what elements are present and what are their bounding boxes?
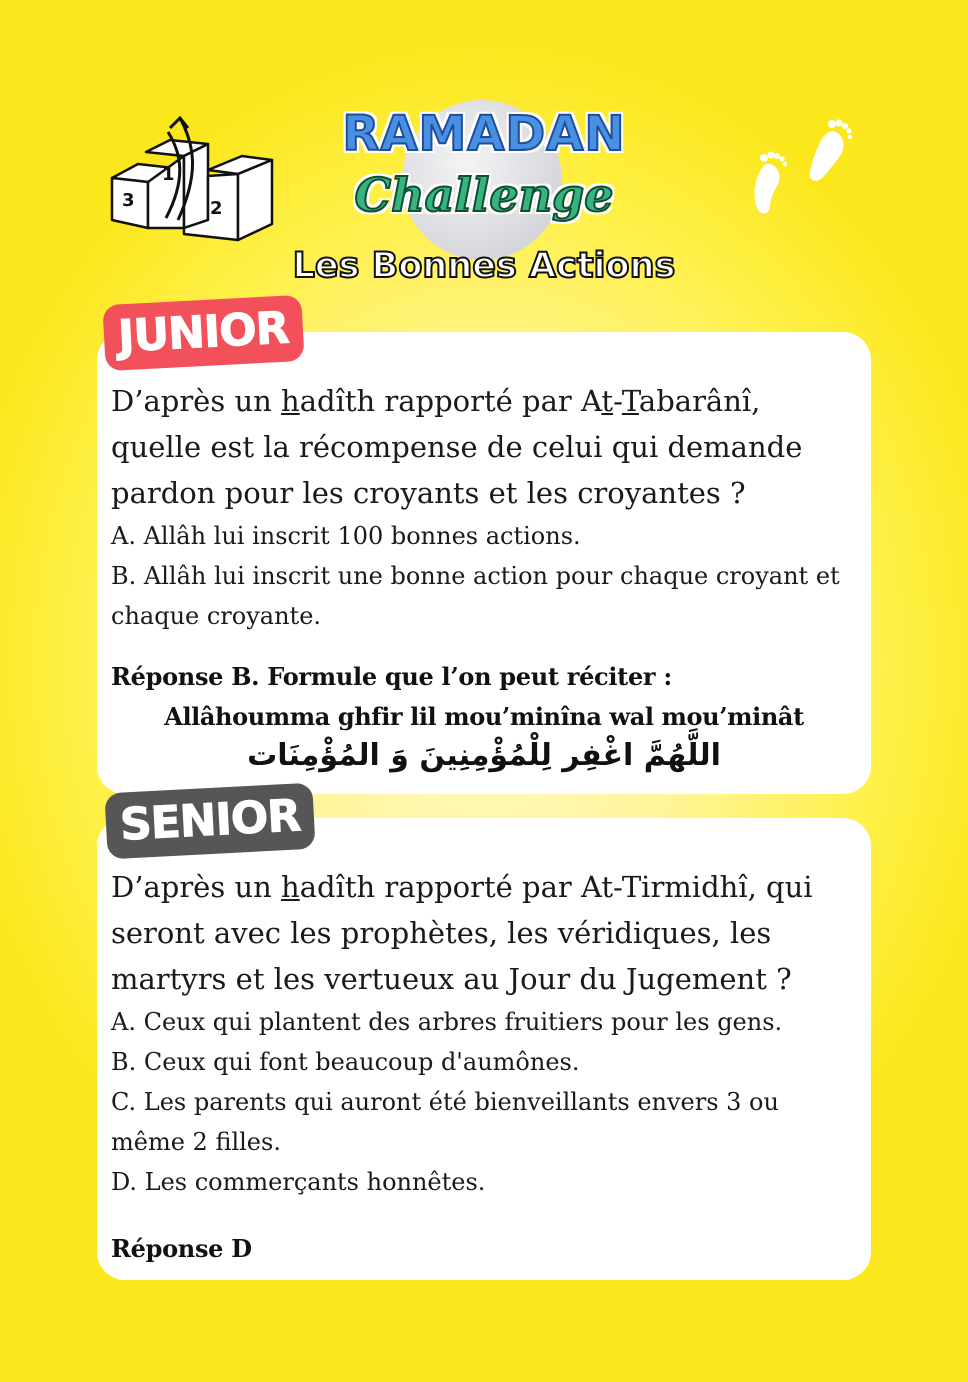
question-text-underlined: h — [281, 870, 300, 904]
senior-option-a: A. Ceux qui plantent des arbres fruitiers pour les gens. — [111, 1008, 783, 1036]
podium-icon — [108, 116, 276, 246]
senior-question — [111, 864, 857, 1002]
question-text: - — [613, 384, 622, 418]
footprints-icon — [748, 118, 864, 218]
challenge-title: Challenge — [354, 168, 614, 222]
question-text-underlined: T — [621, 384, 639, 418]
junior-question — [111, 378, 857, 516]
junior-option-a: A. Allâh lui inscrit 100 bonnes actions. — [111, 522, 581, 550]
junior-arabic: اللَّهُمَّ اغْفِر لِلْمُؤْمِنِينَ وَ المُؤْمِنَات — [247, 738, 721, 773]
page-heading: Les Bonnes Actions — [292, 246, 676, 286]
junior-badge: JUNIOR — [102, 295, 304, 371]
header — [284, 100, 684, 295]
question-text-underlined: h — [281, 384, 300, 418]
junior-answer: Réponse B. Formule que l’on peut réciter : — [111, 662, 672, 691]
question-text: D’après un — [111, 384, 282, 418]
podium-number-3: 3 — [122, 190, 135, 211]
junior-option-b: B. Allâh lui inscrit une bonne action pour chaque croyant et chaque croyante. — [111, 562, 840, 630]
question-text: adîth rapporté par At-Tirmidhî, qui seront avec les prophètes, les véridiques, les martyrs et les vertueux au Jour du Jugement ? — [111, 870, 813, 996]
senior-option-b: B. Ceux qui font beaucoup d'aumônes. — [111, 1048, 580, 1076]
question-text: abarânî, quelle est la récompense de celui qui demande pardon pour les croyants et les croyantes ? — [111, 384, 803, 510]
podium-number-2: 2 — [210, 198, 223, 219]
podium-number-1: 1 — [162, 164, 175, 185]
senior-option-c: C. Les parents qui auront été bienveillants envers 3 ou même 2 filles. — [111, 1088, 779, 1156]
question-text: D’après un — [111, 870, 282, 904]
ramadan-title: RAMADAN — [342, 106, 626, 162]
question-text-underlined: t — [601, 384, 614, 418]
senior-card — [97, 818, 871, 1280]
senior-answer: Réponse D — [111, 1234, 252, 1263]
question-text: adîth rapporté par A — [299, 384, 602, 418]
senior-option-d: D. Les commerçants honnêtes. — [111, 1168, 486, 1196]
junior-transliteration: Allâhoumma ghfir lil mou’minîna wal mou’minât — [164, 702, 804, 731]
junior-card — [97, 332, 871, 794]
senior-badge: SENIOR — [104, 783, 315, 860]
